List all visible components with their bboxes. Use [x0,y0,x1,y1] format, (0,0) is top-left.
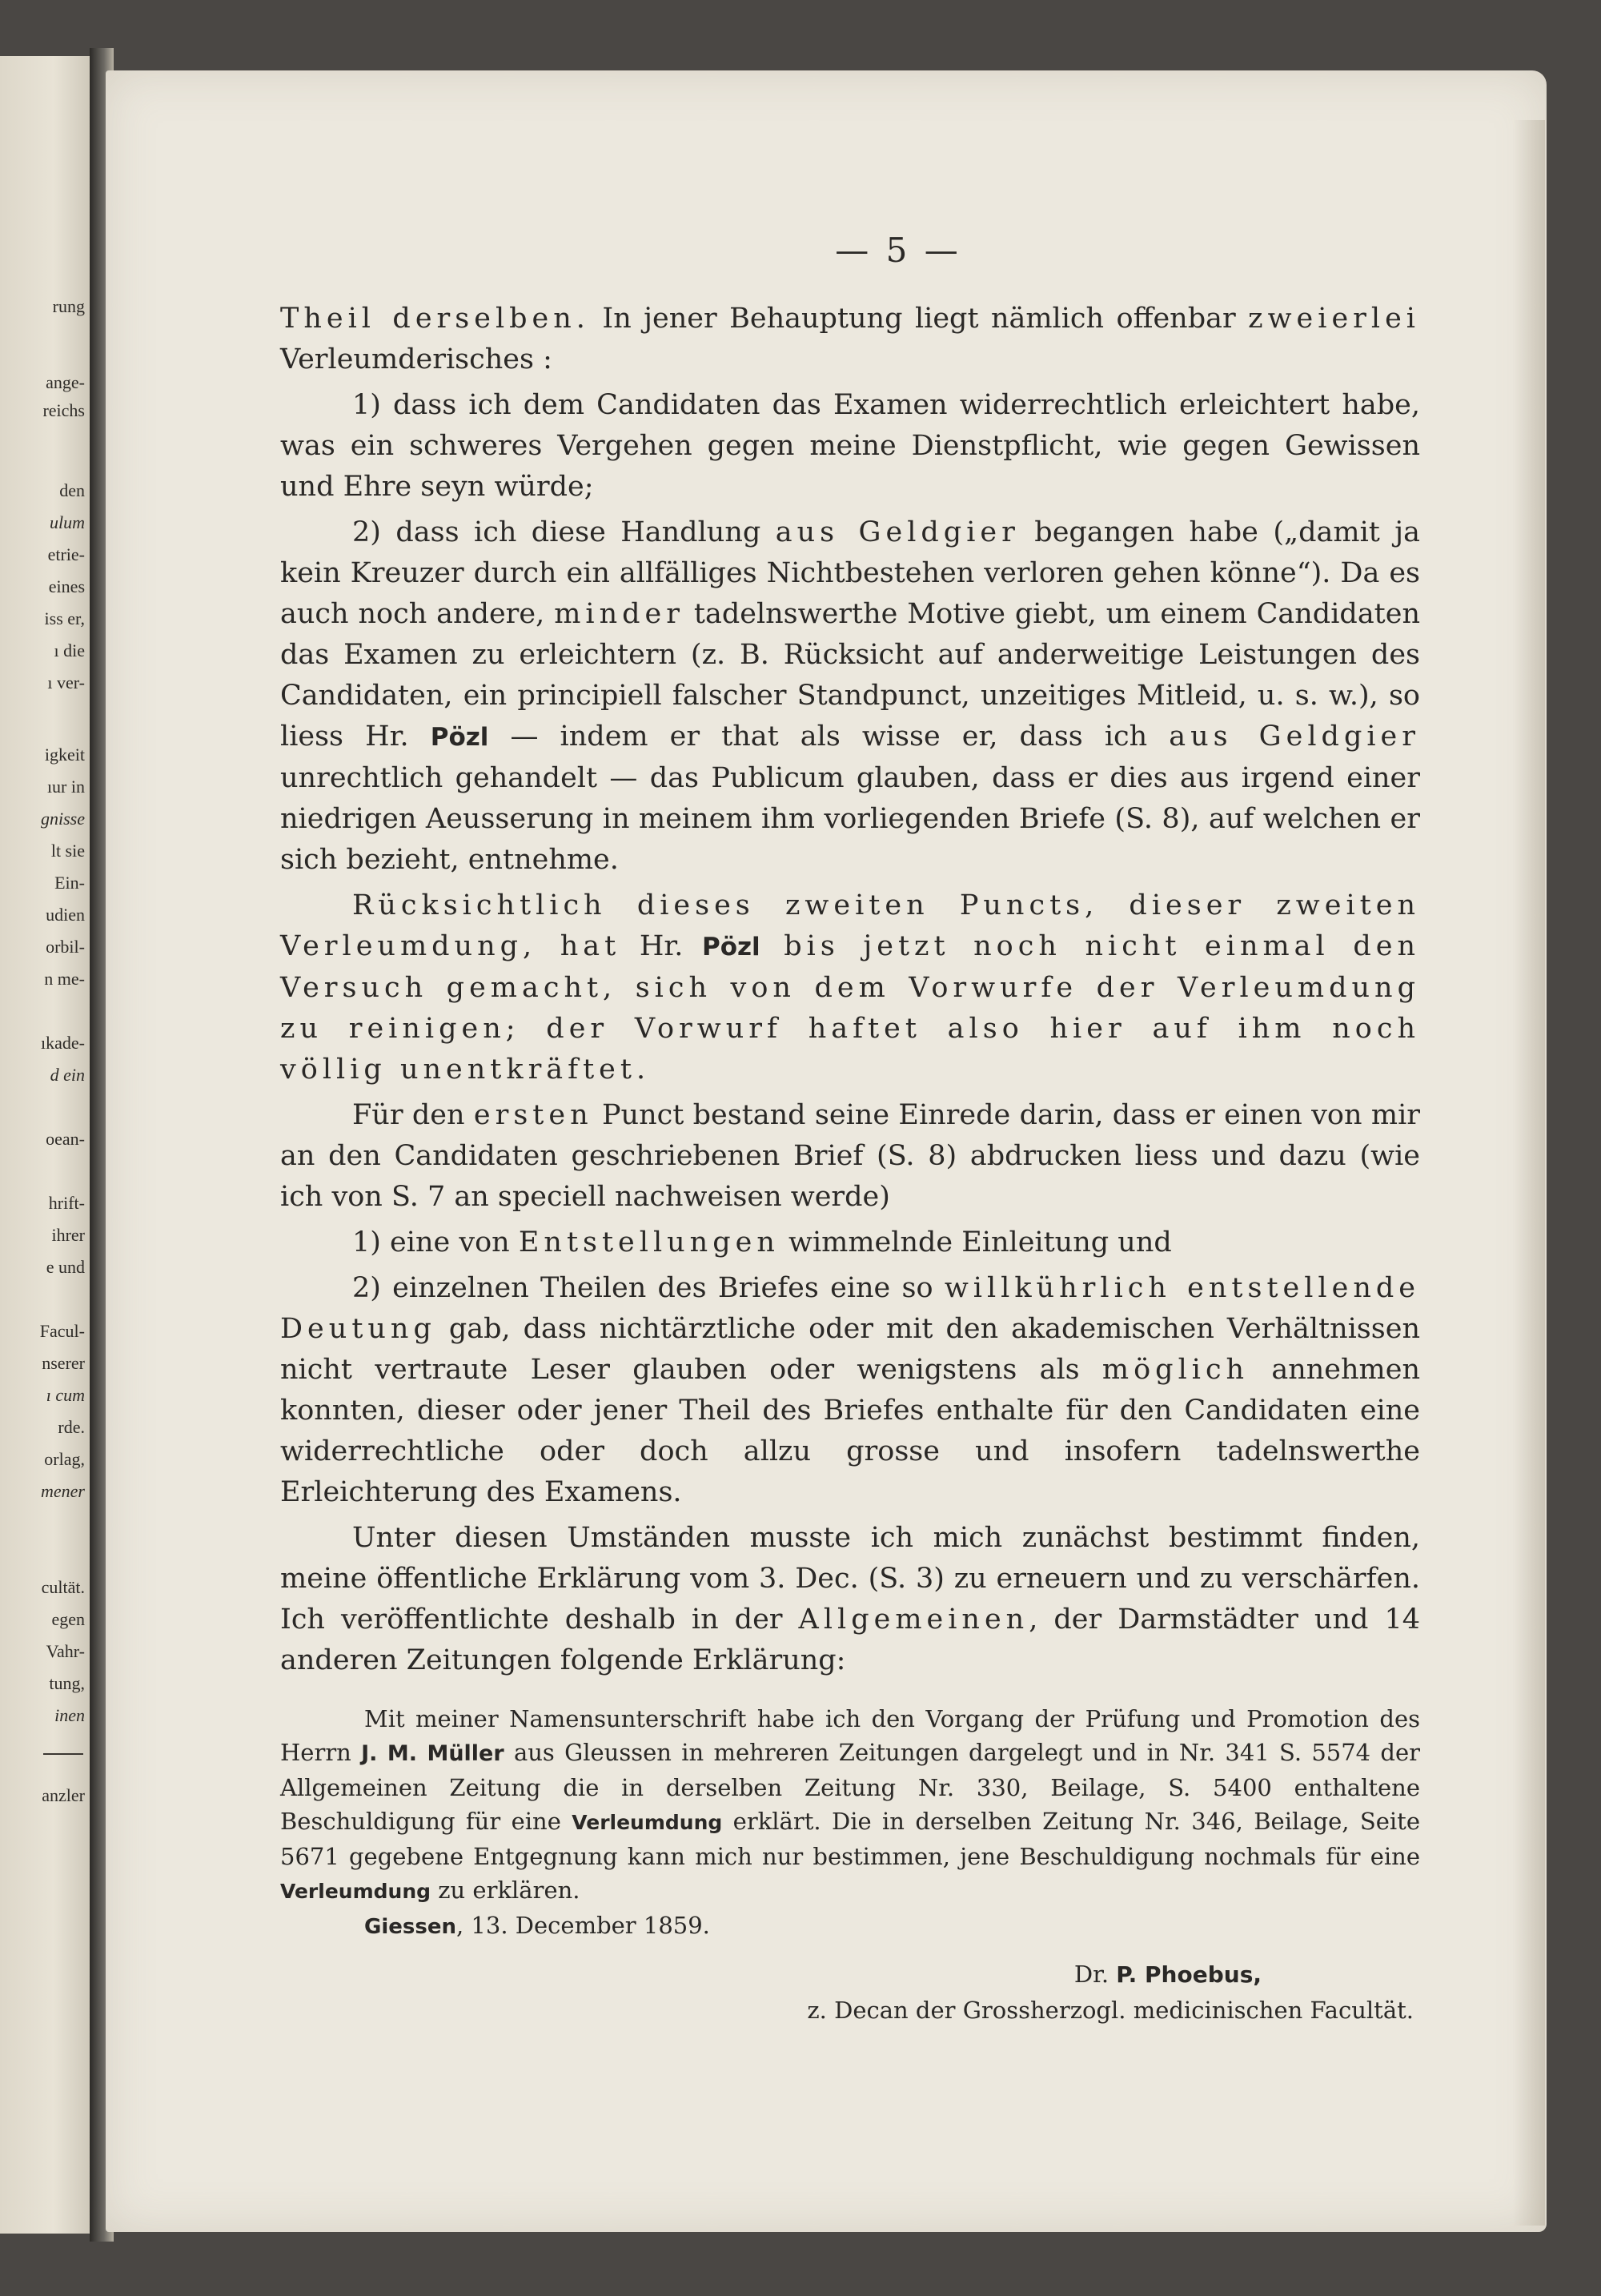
paragraph-2: 1) dass ich dem Candidaten das Examen widerrechtlich erleichtert habe, was ein schweres Vergehen gegen meine Dienstpflicht, wie gegen Gewissen und Ehre seyn würde; [280,389,1420,503]
facing-page-fragment: ihrer [51,1225,85,1245]
facing-page-fragment: udien [46,905,85,925]
declaration-date: Giessen, 13. December 1859. [364,1912,710,1939]
facing-page-fragment: ı cum [46,1385,85,1405]
paragraph-4: Rücksichtlich dieses zweiten Puncts, dieser zweiten Verleumdung, hat Hr. Pözl bis jetzt noch nicht einmal den Versuch gemacht, sich von dem Vorwurfe der Verleumdung zu reinigen; der Vorwurf haftet also hier auf ihm noch völlig unentkräftet. [280,889,1420,1086]
paragraph-5: Für den ersten Punct bestand seine Einrede darin, dass er einen von mir an den Candidaten geschriebenen Brief (S. 8) abdrucken liess und dazu (wie ich von S. 7 an speciell nachweisen werde) [280,1099,1420,1213]
facing-page-fragment: reichs [42,400,85,420]
facing-page-fragment: rde. [58,1417,85,1437]
facing-page-fragment: hrift- [48,1193,85,1213]
facing-page-fragment: den [59,480,85,500]
page-number: — 5 — [835,231,961,270]
facing-page-fragment: gnisse [41,809,85,829]
person-name: Pözl [701,933,760,961]
signer-name: P. Phoebus, [1116,1961,1262,1988]
facing-page-fragment: n me- [44,969,85,989]
facing-page-fragment: ı die [54,640,85,660]
page-content [280,231,1420,2028]
facing-page-fragment: orbil- [46,937,85,957]
facing-page-fragment: Ein- [54,873,85,893]
left-facing-page [0,56,90,2234]
spaced-text: zweierlei [1248,303,1420,335]
facing-page-fragment: anzler [42,1785,85,1805]
facing-page-fragment: iss er, [44,608,85,628]
facing-page-fragment: etrie- [47,544,85,564]
facing-page-fragment: ulum [50,512,85,532]
person-name: J. M. Müller [361,1741,504,1766]
facing-page-fragment: ı ver- [47,672,85,692]
facing-page-fragment: tung, [49,1673,85,1693]
facing-page-fragment: igkeit [44,745,85,765]
facing-page-fragment: ıkade- [41,1033,85,1053]
spaced-text: Theil derselben. [280,303,590,335]
facing-page-fragment: oean- [46,1129,85,1149]
facing-page-fragment: orlag, [44,1449,85,1469]
person-name: Pözl [430,723,489,752]
facing-page-fragment: egen [51,1609,85,1629]
facing-page-fragment: e und [46,1257,85,1277]
quoted-declaration: Mit meiner Namensunterschrift habe ich den Vorgang der Prüfung und Promotion des Herrn J. M. Müller aus Gleussen in mehreren Zeitungen dargelegt und in Nr. 341 S. 5574 der Allgemeinen Zeitung die in derselben Zeitung Nr. 330, Beilage, S. 5400 enthaltene Beschuldigung für eine Verleumdung erklärt. Die in derselben Zeitung Nr. 346, Beilage, Seite 5671 gegebene Entgegnung kann mich nur bestimmen, jene Beschuldigung nochmals für eine Verleumdung zu erklären. [280,1705,1420,1904]
facing-page-fragment: d ein [50,1065,85,1085]
facing-page-fragment: mener [41,1481,85,1501]
signature-block: Dr. P. Phoebus, z. Decan der Grossherzogl. medicinischen Facultät. [280,1957,1420,2028]
facing-page-fragment: inen [54,1705,85,1725]
facing-page-fragment: rung [52,296,85,316]
paragraph-8: Unter diesen Umständen musste ich mich zunächst bestimmt finden, meine öffentliche Erklärung vom 3. Dec. (S. 3) zu erneuern und zu verschärfen. Ich veröffentlichte deshalb in der Allgemeinen, der Darmstädter und 14 anderen Zeitungen folgende Erklärung: [280,1522,1420,1676]
facing-page-fragment: Vahr- [46,1641,85,1661]
facing-page-fragment: ange- [46,372,85,392]
paragraph-3: 2) dass ich diese Handlung aus Geldgier begangen habe („damit ja kein Kreuzer durch ein allfälliges Nichtbestehen verloren gehen könne“). Da es auch noch andere, minder tadelnswerthe Motive giebt, um einem Candidaten das Examen zu erleichtern (z. B. Rücksicht auf anderweitige Leistungen des Candidaten, ein principiell falscher Standpunct, unzeitiges Mitleid, u. s. w.), so liess Hr. Pözl — indem er that als wisse er, dass ich aus Geldgier unrechtlich gehandelt — das Publicum glauben, dass er dies aus irgend einer niedrigen Aeusserung in meinem ihm vorliegenden Briefe (S. 8), auf welchen er sich bezieht, entnehme. [280,516,1421,876]
facing-page-fragment: cultät. [41,1577,85,1597]
facing-page-fragment: Facul- [39,1321,85,1341]
page [106,70,1547,2232]
paragraph-7: 2) einzelnen Theilen des Briefes eine so willkührlich entstellende Deutung gab, dass nichtärztliche oder mit den akademischen Verhältnissen nicht vertraute Leser glauben oder wenigstens als möglich annehmen konnten, dieser oder jener Theil des Briefes enthalte für den Candidaten eine widerrechtliche oder doch allzu grosse und insofern tadelnswerthe Erleichterung des Examens. [280,1272,1421,1508]
facing-page-fragment: ıur in [46,777,85,797]
paragraph-6: 1) eine von Entstellungen wimmelnde Einleitung und [352,1226,1172,1258]
facing-page-fragment: eines [48,576,85,596]
facing-page-rule [43,1753,83,1755]
facing-page-fragment: nserer [42,1353,85,1373]
signer-title: z. Decan der Grossherzogl. medicinischen Facultät. [807,1997,1414,2024]
facing-page-fragment: lt sie [50,841,85,861]
paragraph-1: Theil derselben. In jener Behauptung liegt nämlich offenbar zweierlei Verleumderisches : [280,303,1420,375]
place-name: Giessen [364,1915,456,1939]
